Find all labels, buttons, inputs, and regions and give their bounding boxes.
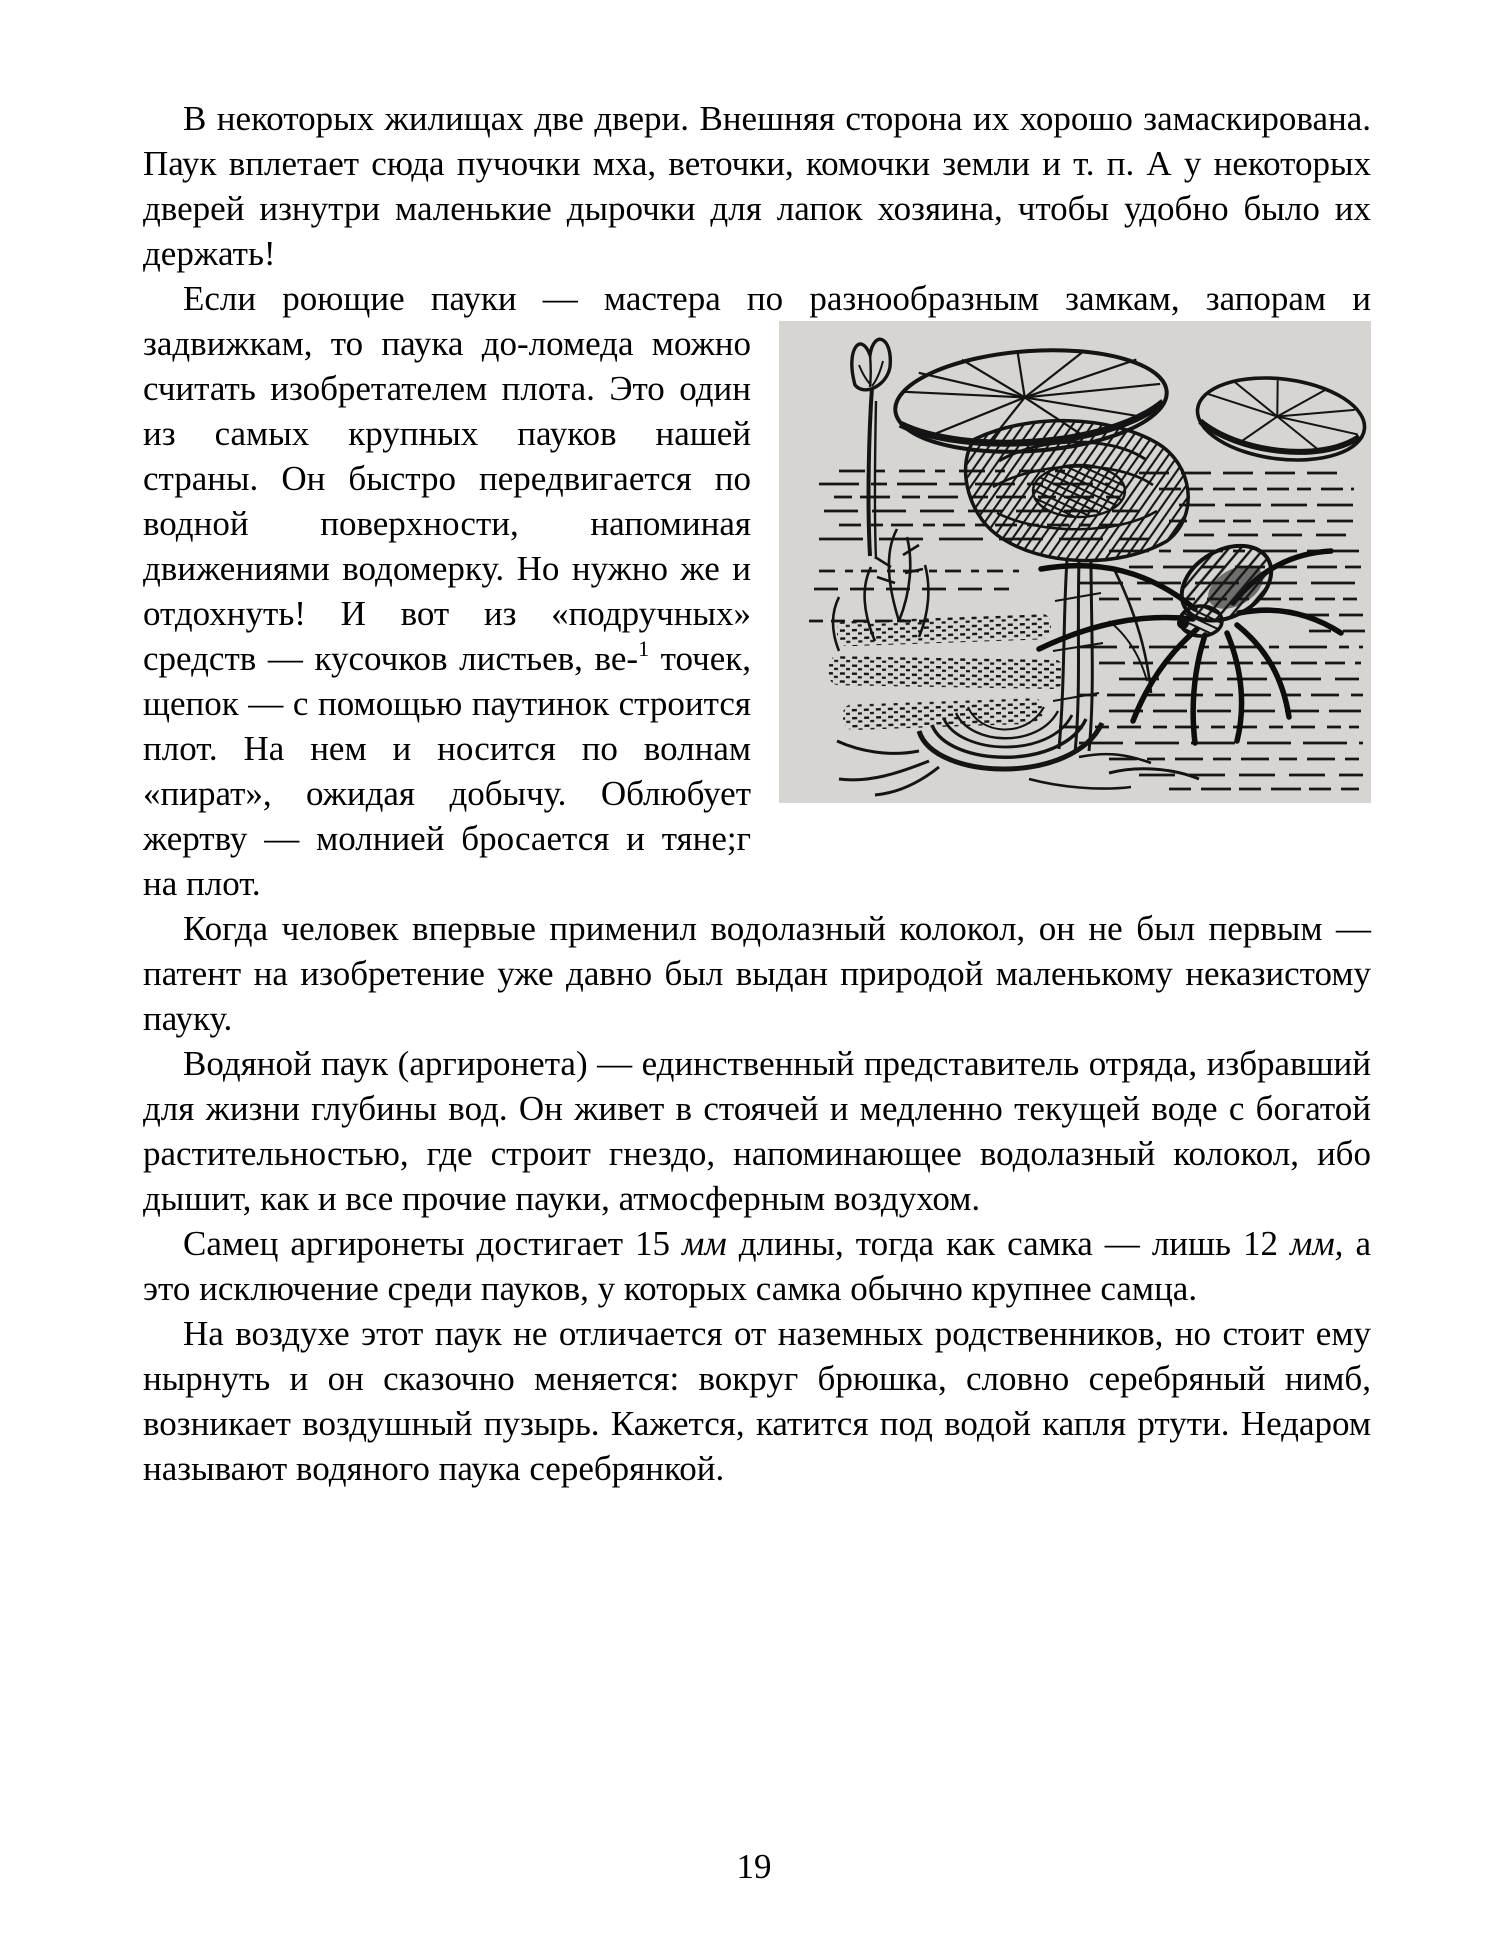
paragraph-two-doors (143, 96, 1371, 276)
paragraph-text: а это исключение среди пауков, у которых самка обычно крупнее самца. (143, 1224, 1371, 1308)
paragraph-text: длины, тогда как самка — лишь 12 (726, 1224, 1290, 1263)
paragraph-argyroneta (143, 1041, 1371, 1221)
paragraph-text: В некоторых жилищах две двери. Внешняя сторона их хорошо замаскирована. Паук вплетает сюда пучочки мха, веточки, комочки земли и т. п. А у некоторых дверей изнутри маленькие дырочки для лапок хозяина, чтобы удобно было их держать! (143, 99, 1371, 273)
paragraph-text: точек, щепок — с помощью паутинок строится плот. На нем и носится по волнам «пират», ожидая добычу. Облюбует жертву — молнией бросается и тяне;г на плот. (143, 639, 752, 903)
paragraph-sizes (143, 1221, 1371, 1311)
paragraph-text: На воздухе этот паук не отличается от наземных родственников, но стоит ему нырнуть и он сказочно меняется: вокруг брюшка, словно серебряный нимб, возникает воздушный пузырь. Кажется, катится под водой капля ртути. Недаром называют водяного паука серебрянкой. (143, 1314, 1371, 1488)
footnote-marker: 1 (638, 636, 650, 661)
page-number: 19 (736, 1847, 772, 1886)
paragraph-text: Когда человек впервые применил водолазный колокол, он не был первым — патент на изобретение уже давно был выдан природой маленькому неказистому пауку. (143, 909, 1371, 1038)
unit-mm-italic: мм (682, 1224, 727, 1263)
paragraph-silver-bubble (143, 1311, 1371, 1491)
spider-pond-engraving (779, 321, 1371, 803)
paragraph-text: задвижкам, то паука до-ломеда можно считать изобретателем плота. Это один из самых крупных пауков нашей страны. Он быстро передвигается по водной поверхности, напоминая движениями водомерку. Но нужно же и отдохнуть! И вот из «подручных» средств — кусочков листьев, ве- (143, 324, 751, 678)
paragraph-text: Самец аргиронеты достигает 15 (183, 1224, 683, 1263)
unit-mm-italic: мм, (1289, 1224, 1344, 1263)
paragraph-first-line: Если роющие пауки — мастера по разнообразным замкам, запорам и (183, 279, 1371, 318)
spider-pond-engraving-svg (779, 321, 1371, 803)
paragraph-diving-bell (143, 906, 1371, 1041)
paragraph-raft-spider (143, 276, 1371, 906)
paragraph-text: Водяной паук (аргиронета) — единственный представитель отряда, избравший для жизни глубины вод. Он живет в стоячей и медленно текущей воде с богатой растительностью, где строит гнездо, напоминающее водолазный колокол, ибо дышит, как и все прочие пауки, атмосферным воздухом. (143, 1044, 1371, 1218)
vegetation-bands (829, 613, 1063, 730)
